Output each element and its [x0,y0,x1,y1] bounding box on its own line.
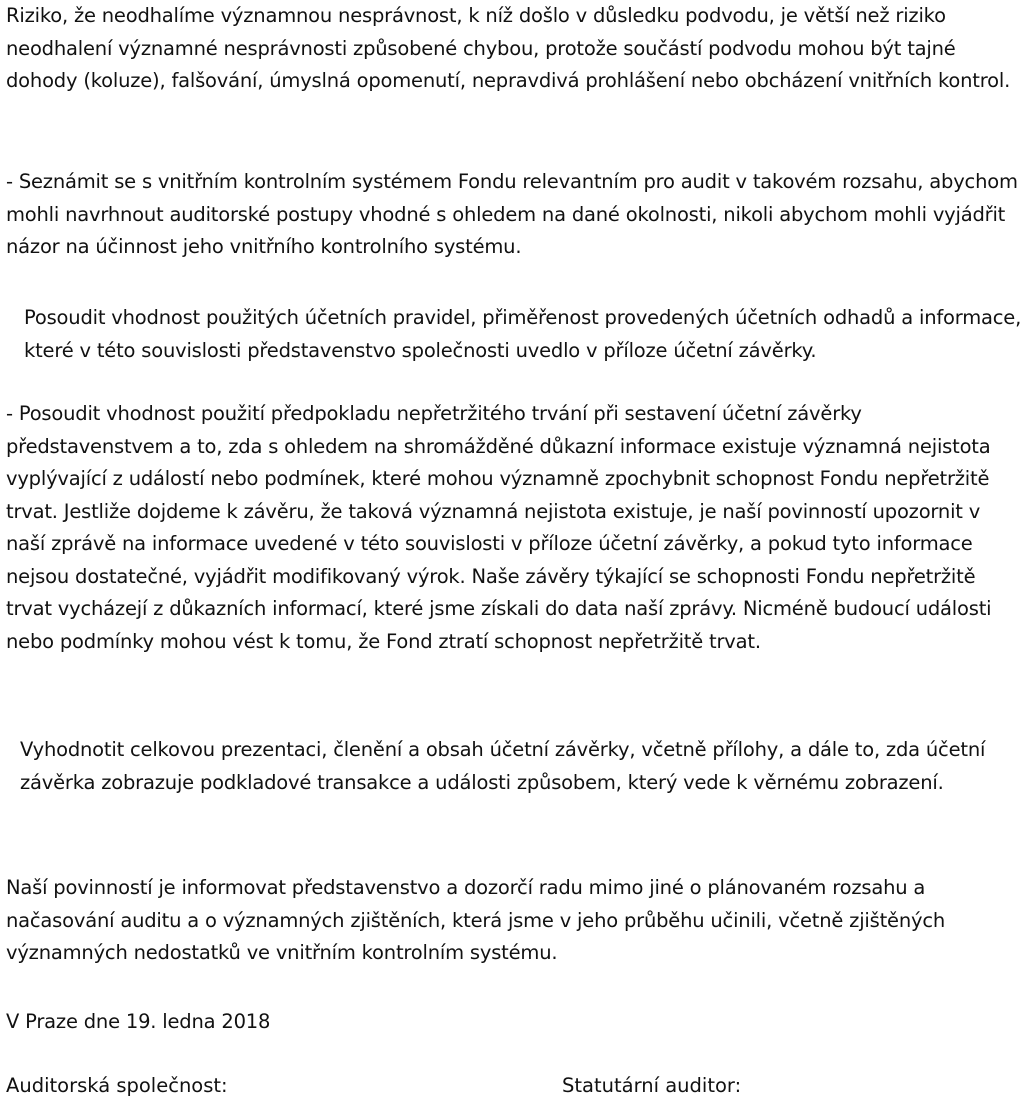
paragraph-communication: Naší povinností je informovat představenstvo a dozorčí radu mimo jiné o plánovaném rozsahu a načasování auditu a o významných zjištěních, která jsme v jeho průběhu učinili, včetně zjištěných významných nedostatků ve vnitřním kontrolním systému. [6,876,946,964]
audit-company-label: Auditorská společnost: [6,1074,228,1097]
paragraph-fraud-risk: Riziko, že neodhalíme významnou nesprávnost, k níž došlo v důsledku podvodu, je větší než riziko neodhalení významné nesprávnosti způsobené chybou, protože součástí podvodu mohou být tajné dohody (koluze), falšování, úmyslná opomenutí, nepravdivá prohlášení nebo obcházení vnitřních kontrol. [6,4,1011,92]
paragraph-presentation: Vyhodnotit celkovou prezentaci, členění a obsah účetní závěrky, včetně přílohy, a dále to, zda účetní závěrka zobrazuje podkladové transakce a události způsobem, který vede k věrnému zobrazení. [20,738,986,794]
paragraph-internal-control: - Seznámit se s vnitřním kontrolním systémem Fondu relevantním pro audit v takovém rozsahu, abychom mohli navrhnout auditorské postupy vhodné s ohledem na dané okolnosti, nikoli abychom mohli vyjádřit názor na účinnost jeho vnitřního kontrolního systému. [6,170,1018,258]
date-line: V Praze dne 19. ledna 2018 [6,1010,271,1033]
paragraph-accounting-policies: Posoudit vhodnost použitých účetních pravidel, přiměřenost provedených účetních odhadů a informace, které v této souvislosti představenstvo společnosti uvedlo v příloze účetní závěrky. [24,306,1022,362]
statutory-auditor-label: Statutární auditor: [562,1074,742,1097]
paragraph-going-concern: - Posoudit vhodnost použití předpokladu nepřetržitého trvání při sestavení účetní závěrky představenstvem a to, zda s ohledem na shromážděné důkazní informace existuje významná nejistota vyplývající z událostí nebo podmínek, které mohou významně zpochybnit schopnost Fondu nepřetržitě trvat. Jestliže dojdeme k závěru, že taková významná nejistota existuje, je naší povinností upozornit v naší zprávě na informace uvedené v této souvislosti v příloze účetní závěrky, a pokud tyto informace nejsou dostatečné, vyjádřit modifikovaný výrok. Naše závěry týkající se schopnosti Fondu nepřetržitě trvat vycházejí z důkazních informací, které jsme získali do data naší zprávy. Nicméně budoucí události nebo podmínky mohou vést k tomu, že Fond ztratí schopnost nepřetržitě trvat. [6,402,992,653]
